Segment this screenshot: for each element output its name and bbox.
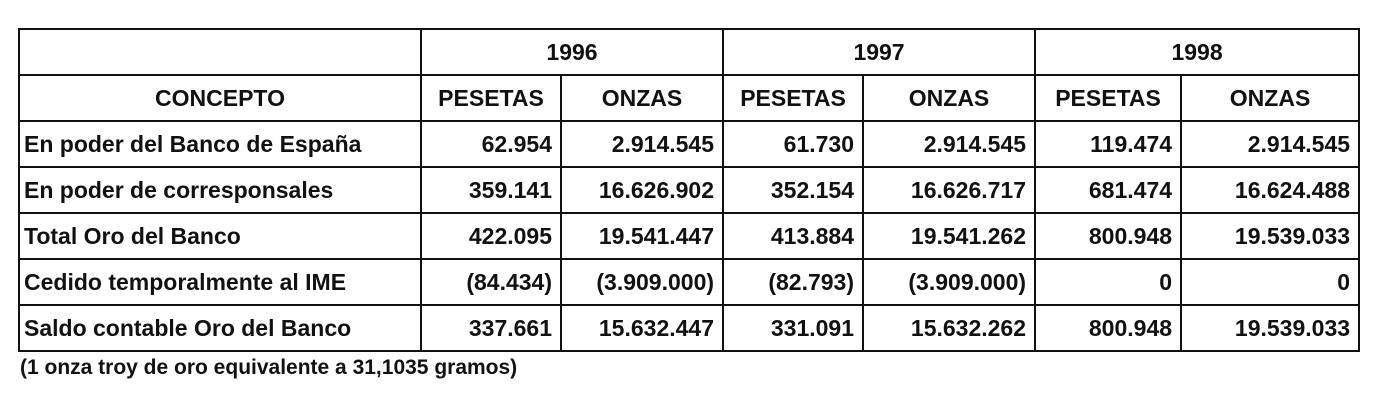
year-header-row (19, 29, 1359, 75)
table-row (19, 213, 1359, 259)
table-cell: 2.914.545 (863, 121, 1035, 167)
table-cell: 19.539.033 (1181, 305, 1359, 351)
currency-header: ONZAS (561, 75, 723, 121)
table-cell: 800.948 (1035, 213, 1181, 259)
currency-header: PESETAS (1035, 75, 1181, 121)
table-cell: 2.914.545 (1181, 121, 1359, 167)
table-cell: 16.626.717 (863, 167, 1035, 213)
table-row (19, 259, 1359, 305)
table-cell: 413.884 (723, 213, 863, 259)
table-cell: 681.474 (1035, 167, 1181, 213)
table-cell: 119.474 (1035, 121, 1181, 167)
table-cell: 62.954 (421, 121, 561, 167)
table-cell: 16.624.488 (1181, 167, 1359, 213)
table-cell: 337.661 (421, 305, 561, 351)
column-header-row (19, 75, 1359, 121)
gold-table-container (18, 28, 1358, 380)
row-label: En poder de corresponsales (19, 167, 421, 213)
table-cell: 19.541.262 (863, 213, 1035, 259)
table-cell: (82.793) (723, 259, 863, 305)
currency-header: PESETAS (421, 75, 561, 121)
table-cell: 19.539.033 (1181, 213, 1359, 259)
table-cell: 15.632.262 (863, 305, 1035, 351)
table-cell: 800.948 (1035, 305, 1181, 351)
currency-header: PESETAS (723, 75, 863, 121)
table-cell: 61.730 (723, 121, 863, 167)
row-label: Saldo contable Oro del Banco (19, 305, 421, 351)
row-label: Total Oro del Banco (19, 213, 421, 259)
table-cell: 0 (1035, 259, 1181, 305)
table-row (19, 121, 1359, 167)
corner-cell (19, 29, 421, 75)
year-header: 1998 (1035, 29, 1359, 75)
currency-header: ONZAS (1181, 75, 1359, 121)
row-label: En poder del Banco de España (19, 121, 421, 167)
table-cell: (3.909.000) (863, 259, 1035, 305)
table-cell: 15.632.447 (561, 305, 723, 351)
year-header: 1996 (421, 29, 723, 75)
table-cell: 331.091 (723, 305, 863, 351)
table-cell: 359.141 (421, 167, 561, 213)
row-label: Cedido temporalmente al IME (19, 259, 421, 305)
table-row (19, 167, 1359, 213)
table-cell: 16.626.902 (561, 167, 723, 213)
currency-header: ONZAS (863, 75, 1035, 121)
table-cell: 2.914.545 (561, 121, 723, 167)
table-cell: (3.909.000) (561, 259, 723, 305)
table-cell: 19.541.447 (561, 213, 723, 259)
table-cell: 0 (1181, 259, 1359, 305)
table-row (19, 305, 1359, 351)
gold-holdings-table (18, 28, 1360, 352)
table-cell: (84.434) (421, 259, 561, 305)
footnote: (1 onza troy de oro equivalente a 31,1035 gramos) (20, 356, 518, 379)
table-cell: 422.095 (421, 213, 561, 259)
table-cell: 352.154 (723, 167, 863, 213)
year-header: 1997 (723, 29, 1035, 75)
concept-header: CONCEPTO (19, 75, 421, 121)
